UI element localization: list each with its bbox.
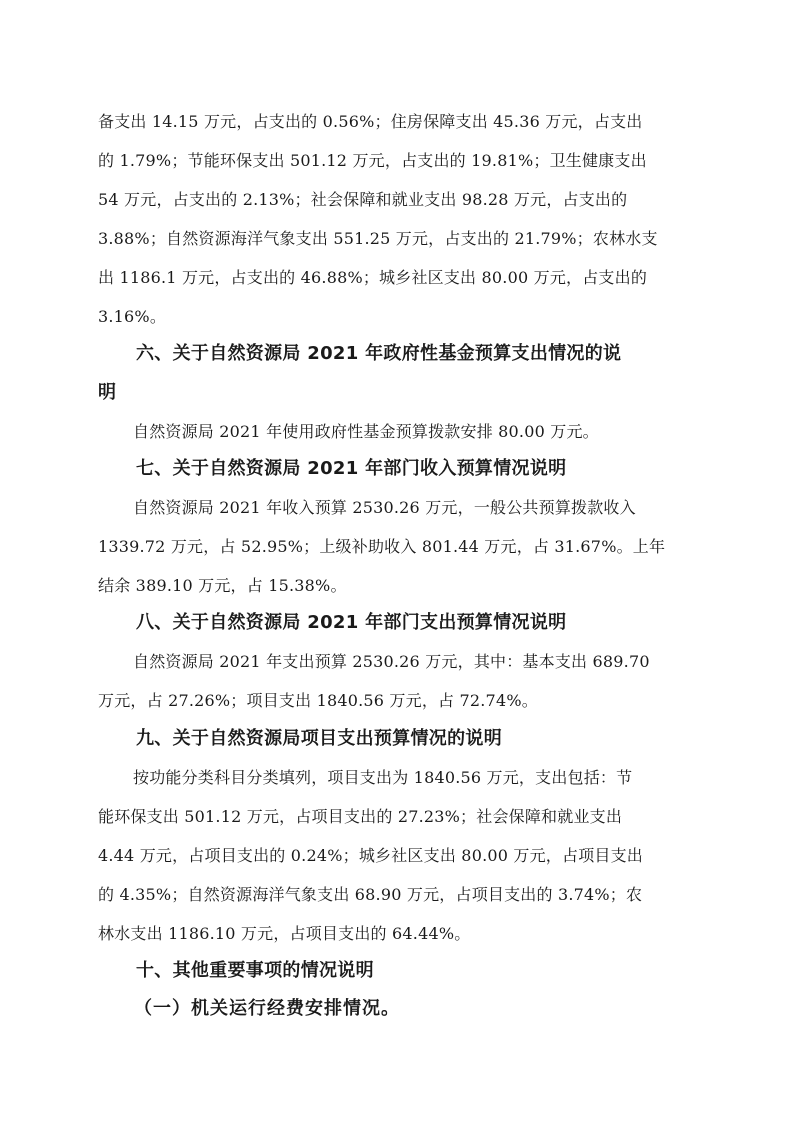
paragraph-line: 万元，占 27.26%；项目支出 1840.56 万元，占 72.74%。 (98, 691, 538, 710)
paragraph-line: 54 万元，占支出的 2.13%；社会保障和就业支出 98.28 万元，占支出的 (98, 190, 628, 209)
paragraph-line: 3.88%；自然资源海洋气象支出 551.25 万元，占支出的 21.79%；农林水支 (98, 229, 658, 248)
subsection-heading: （一）机关运行经费安排情况。 (134, 998, 400, 1019)
paragraph-line: 林水支出 1186.10 万元，占项目支出的 64.44%。 (98, 924, 471, 943)
paragraph-line: 1339.72 万元，占 52.95%；上级补助收入 801.44 万元，占 31.67%。上年 (98, 537, 666, 556)
section-heading-6-continued: 明 (98, 382, 117, 403)
paragraph-line: 的 4.35%；自然资源海洋气象支出 68.90 万元，占项目支出的 3.74%；农 (98, 885, 643, 904)
paragraph-line: 自然资源局 2021 年支出预算 2530.26 万元，其中：基本支出 689.70 (133, 652, 650, 671)
paragraph-line: 自然资源局 2021 年收入预算 2530.26 万元，一般公共预算拨款收入 (133, 498, 636, 517)
paragraph-line: 备支出 14.15 万元，占支出的 0.56%；住房保障支出 45.36 万元，占支出 (98, 112, 643, 131)
paragraph-line: 4.44 万元，占项目支出的 0.24%；城乡社区支出 80.00 万元，占项目支出 (98, 846, 644, 865)
section-heading-8: 八、关于自然资源局 2021 年部门支出预算情况说明 (136, 612, 567, 633)
paragraph-line: 能环保支出 501.12 万元，占项目支出的 27.23%；社会保障和就业支出 (98, 807, 623, 826)
section-heading-10: 十、其他重要事项的情况说明 (136, 960, 374, 981)
paragraph-line: 出 1186.1 万元，占支出的 46.88%；城乡社区支出 80.00 万元，占支出的 (98, 268, 648, 287)
section-heading-7: 七、关于自然资源局 2021 年部门收入预算情况说明 (136, 458, 567, 479)
section-heading-9: 九、关于自然资源局项目支出预算情况的说明 (136, 728, 502, 749)
paragraph-line: 结余 389.10 万元，占 15.38%。 (98, 576, 347, 595)
section-heading-6: 六、关于自然资源局 2021 年政府性基金预算支出情况的说 (136, 343, 622, 364)
paragraph-line: 自然资源局 2021 年使用政府性基金预算拨款安排 80.00 万元。 (133, 422, 599, 441)
paragraph-line: 按功能分类科目分类填列，项目支出为 1840.56 万元，支出包括：节 (133, 768, 633, 787)
paragraph-line: 3.16%。 (98, 307, 167, 326)
paragraph-line: 的 1.79%；节能环保支出 501.12 万元，占支出的 19.81%；卫生健康支出 (98, 151, 647, 170)
